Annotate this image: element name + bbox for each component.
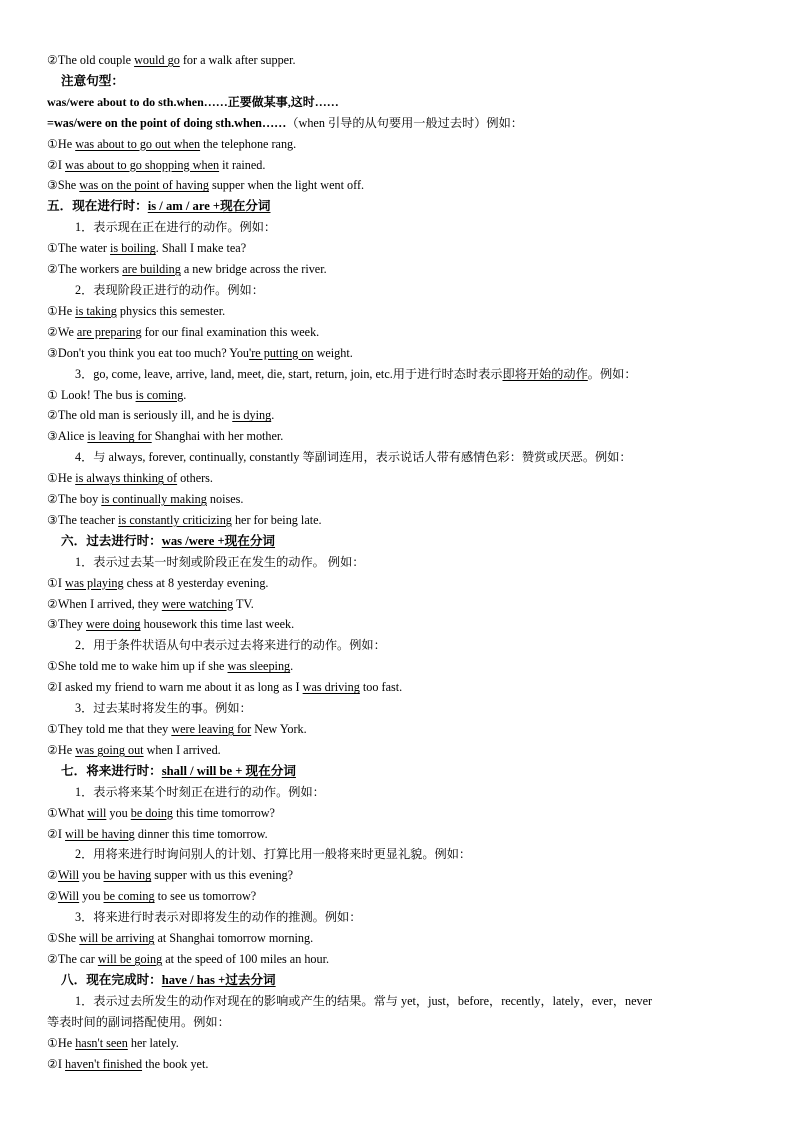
- text-segment: ①She: [47, 931, 80, 946]
- underlined-phrase: was /were +现在分词: [161, 533, 276, 548]
- text-line: [47, 656, 747, 677]
- text-segment: Shanghai with her mother.: [151, 429, 284, 444]
- text-segment: to see us tomorrow?: [154, 889, 257, 904]
- text-segment: 2．用于条件状语从句中表示过去将来进行的动作。例如：: [75, 638, 386, 653]
- underlined-phrase: is constantly criticizing: [118, 512, 232, 527]
- text-line: [47, 782, 747, 803]
- text-line: [47, 238, 747, 259]
- text-segment: .: [183, 387, 187, 402]
- text-segment: ②: [47, 868, 58, 883]
- text-line: [47, 907, 747, 928]
- text-segment: her for being late.: [231, 512, 322, 527]
- text-segment: ① Look! The bus: [47, 387, 136, 402]
- text-segment: ③They: [47, 617, 87, 632]
- text-segment: her lately.: [127, 1035, 179, 1050]
- text-segment: .: [271, 408, 275, 423]
- underlined-phrase: is coming: [135, 387, 184, 402]
- text-segment: ①What: [47, 805, 88, 820]
- text-segment: when I arrived.: [143, 742, 221, 757]
- text-segment: 。例如：: [587, 366, 637, 381]
- text-segment: 2．用将来进行时询问别人的计划、打算比用一般将来时更显礼貌。例如：: [75, 847, 472, 862]
- underlined-phrase: be having: [103, 868, 152, 883]
- text-line: [47, 134, 747, 155]
- text-segment: too fast.: [359, 680, 403, 695]
- text-segment: others.: [177, 471, 213, 486]
- text-segment: supper when the light went off.: [208, 178, 365, 193]
- text-segment: ②We: [47, 324, 77, 339]
- text-line: [47, 196, 747, 217]
- text-line: [47, 719, 747, 740]
- text-segment: at Shanghai tomorrow morning.: [154, 931, 314, 946]
- text-segment: chess at 8 yesterday evening.: [123, 575, 269, 590]
- text-segment: was/were about to do sth.when……正要做某事,这时……: [47, 94, 339, 109]
- text-segment: you: [79, 868, 104, 883]
- text-segment: ①The water: [47, 241, 111, 256]
- text-line: [47, 175, 747, 196]
- text-line: [47, 865, 747, 886]
- text-segment: 六．过去进行时：: [61, 533, 162, 548]
- text-line: [47, 280, 747, 301]
- text-segment: ②The old couple: [47, 53, 135, 67]
- text-line: [47, 50, 747, 71]
- text-segment: 1．表示过去所发生的动作对现在的影响或产生的结果。常与 yet，just，before，recently，lately，ever，never: [75, 993, 653, 1008]
- underlined-phrase: is / am / are +现在分词: [147, 199, 271, 214]
- text-segment: physics this semester.: [116, 303, 226, 318]
- underlined-phrase: is continually making: [101, 492, 207, 507]
- text-line: [47, 886, 747, 907]
- text-segment: you: [79, 889, 104, 904]
- underlined-phrase: would go: [134, 53, 180, 67]
- underlined-phrase: 即将开始的动作: [502, 366, 588, 381]
- text-segment: 等表时间的副词搭配使用。例如：: [47, 1014, 230, 1029]
- text-segment: dinner this time tomorrow.: [134, 826, 268, 841]
- text-segment: housework this time last week.: [140, 617, 295, 632]
- text-segment: ②The boy: [47, 492, 102, 507]
- underlined-phrase: be doing: [130, 805, 174, 820]
- text-segment: the book yet.: [142, 1056, 209, 1071]
- text-line: [47, 677, 747, 698]
- text-segment: . Shall I make tea?: [155, 241, 247, 256]
- text-segment: you: [106, 805, 131, 820]
- text-line: [47, 113, 747, 134]
- text-segment: New York.: [251, 722, 307, 736]
- text-segment: ②The old man is seriously ill, and he: [47, 408, 233, 423]
- text-line: [47, 573, 747, 594]
- underlined-phrase: is taking: [75, 303, 117, 318]
- text-line: [47, 510, 747, 531]
- text-segment: 七．将来进行时：: [61, 763, 162, 778]
- text-line: [47, 928, 747, 949]
- text-segment: noises.: [206, 492, 244, 507]
- text-line: [47, 844, 747, 865]
- text-line: [47, 489, 747, 510]
- text-segment: ③Don't you think you eat too much? You: [47, 345, 250, 360]
- document-page: [47, 50, 747, 1074]
- text-segment: 注意句型：: [61, 73, 124, 88]
- text-segment: ②I: [47, 826, 66, 841]
- text-line: [47, 385, 747, 406]
- text-segment: ③She: [47, 178, 80, 193]
- underlined-phrase: 're putting on: [249, 345, 314, 360]
- text-segment: （when 引导的从句要用一般过去时）例如：: [286, 115, 523, 130]
- text-line: [47, 447, 747, 468]
- underlined-phrase: is boiling: [110, 241, 156, 256]
- text-line: [47, 635, 747, 656]
- underlined-phrase: is dying: [232, 408, 272, 423]
- text-segment: at the speed of 100 miles an hour.: [162, 951, 330, 966]
- text-line: [47, 301, 747, 322]
- text-segment: ③The teacher: [47, 512, 119, 527]
- underlined-phrase: haven't finished: [65, 1056, 143, 1071]
- text-segment: ①He: [47, 303, 76, 318]
- text-segment: ②I: [47, 1056, 66, 1071]
- text-segment: 3．过去某时将发生的事。例如：: [75, 701, 252, 716]
- text-line: [47, 405, 747, 426]
- text-line: [47, 740, 747, 761]
- underlined-phrase: was about to go out when: [75, 136, 201, 151]
- underlined-phrase: will be having: [65, 826, 135, 841]
- text-segment: supper with us this evening?: [151, 868, 294, 883]
- text-segment: 五．现在进行时：: [47, 199, 148, 214]
- underlined-phrase: is leaving for: [87, 429, 152, 444]
- text-segment: 2．表现阶段正进行的动作。例如：: [75, 282, 264, 297]
- underlined-phrase: have / has +过去分词: [161, 972, 276, 987]
- text-segment: 3．go, come, leave, arrive, land, meet, die, start, return, join, etc.用于进行时态时表示: [75, 366, 503, 381]
- text-segment: ②The workers: [47, 262, 123, 277]
- text-segment: ③Alice: [47, 429, 88, 444]
- text-segment: =was/were on the point of doing sth.when……: [47, 115, 287, 130]
- text-segment: ①She told me to wake him up if she: [47, 659, 228, 674]
- text-segment: ①I: [47, 575, 66, 590]
- text-line: [47, 552, 747, 573]
- text-segment: ②I: [47, 157, 66, 172]
- text-segment: ①He: [47, 136, 76, 151]
- text-line: [47, 531, 747, 552]
- text-segment: 1．表示现在正在进行的动作。例如：: [75, 220, 277, 235]
- text-line: [47, 614, 747, 635]
- text-line: [47, 991, 747, 1012]
- text-segment: this time tomorrow?: [173, 805, 275, 820]
- text-line: [47, 824, 747, 845]
- text-line: [47, 1054, 747, 1075]
- text-line: [47, 426, 747, 447]
- text-line: [47, 970, 747, 991]
- text-line: [47, 468, 747, 489]
- underlined-phrase: was on the point of having: [79, 178, 209, 193]
- text-segment: 4．与 always, forever, continually, constantly 等副词连用，表示说话人带有感情色彩：赞赏或厌恶。例如：: [75, 450, 632, 465]
- text-segment: 八．现在完成时：: [61, 972, 162, 987]
- underlined-phrase: hasn't seen: [75, 1035, 128, 1050]
- text-line: [47, 71, 747, 92]
- underlined-phrase: will be going: [97, 951, 163, 966]
- underlined-phrase: was playing: [65, 575, 124, 590]
- text-segment: ①They told me that they: [47, 722, 172, 736]
- text-segment: TV.: [233, 596, 254, 611]
- underlined-phrase: will: [87, 805, 107, 820]
- text-line: [47, 92, 747, 113]
- underlined-phrase: Will: [57, 868, 80, 883]
- underlined-phrase: be coming: [103, 889, 155, 904]
- text-line: [47, 949, 747, 970]
- text-segment: a new bridge across the river.: [180, 262, 327, 277]
- text-line: [47, 155, 747, 176]
- underlined-phrase: will be arriving: [79, 931, 155, 946]
- text-line: [47, 364, 747, 385]
- underlined-phrase: were doing: [86, 617, 141, 632]
- text-segment: ②The car: [47, 951, 98, 966]
- underlined-phrase: were watching: [161, 596, 234, 611]
- text-segment: ②I asked my friend to warn me about it as long as I: [47, 680, 303, 695]
- text-line: [47, 322, 747, 343]
- text-segment: the telephone rang.: [200, 136, 297, 151]
- text-segment: for our final examination this week.: [141, 324, 320, 339]
- underlined-phrase: was sleeping: [227, 659, 291, 674]
- text-line: [47, 259, 747, 280]
- text-line: [47, 698, 747, 719]
- text-line: [47, 343, 747, 364]
- text-line: [47, 594, 747, 615]
- underlined-phrase: Will: [57, 889, 80, 904]
- underlined-phrase: shall / will be + 现在分词: [161, 763, 296, 778]
- text-segment: ②: [47, 889, 58, 904]
- text-segment: .: [290, 659, 294, 674]
- underlined-phrase: are building: [122, 262, 181, 277]
- underlined-phrase: were leaving for: [171, 722, 252, 736]
- text-segment: ②He: [47, 742, 76, 757]
- text-line: [47, 1033, 747, 1054]
- text-segment: ①He: [47, 1035, 76, 1050]
- text-line: [47, 1012, 747, 1033]
- text-line: [47, 217, 747, 238]
- text-segment: weight.: [313, 345, 353, 360]
- underlined-phrase: was about to go shopping when: [65, 157, 220, 172]
- underlined-phrase: is always thinking of: [75, 471, 178, 486]
- underlined-phrase: was going out: [75, 742, 144, 757]
- underlined-phrase: was driving: [302, 680, 360, 695]
- text-segment: ②When I arrived, they: [47, 596, 162, 611]
- text-segment: 1．表示过去某一时刻或阶段正在发生的动作。 例如：: [75, 554, 365, 569]
- text-segment: it rained.: [219, 157, 266, 172]
- text-line: [47, 803, 747, 824]
- underlined-phrase: are preparing: [76, 324, 142, 339]
- text-segment: ①He: [47, 471, 76, 486]
- text-line: [47, 761, 747, 782]
- text-segment: for a walk after supper.: [179, 53, 296, 67]
- text-segment: 1．表示将来某个时刻正在进行的动作。例如：: [75, 784, 325, 799]
- text-segment: 3．将来进行时表示对即将发生的动作的推测。例如：: [75, 910, 362, 925]
